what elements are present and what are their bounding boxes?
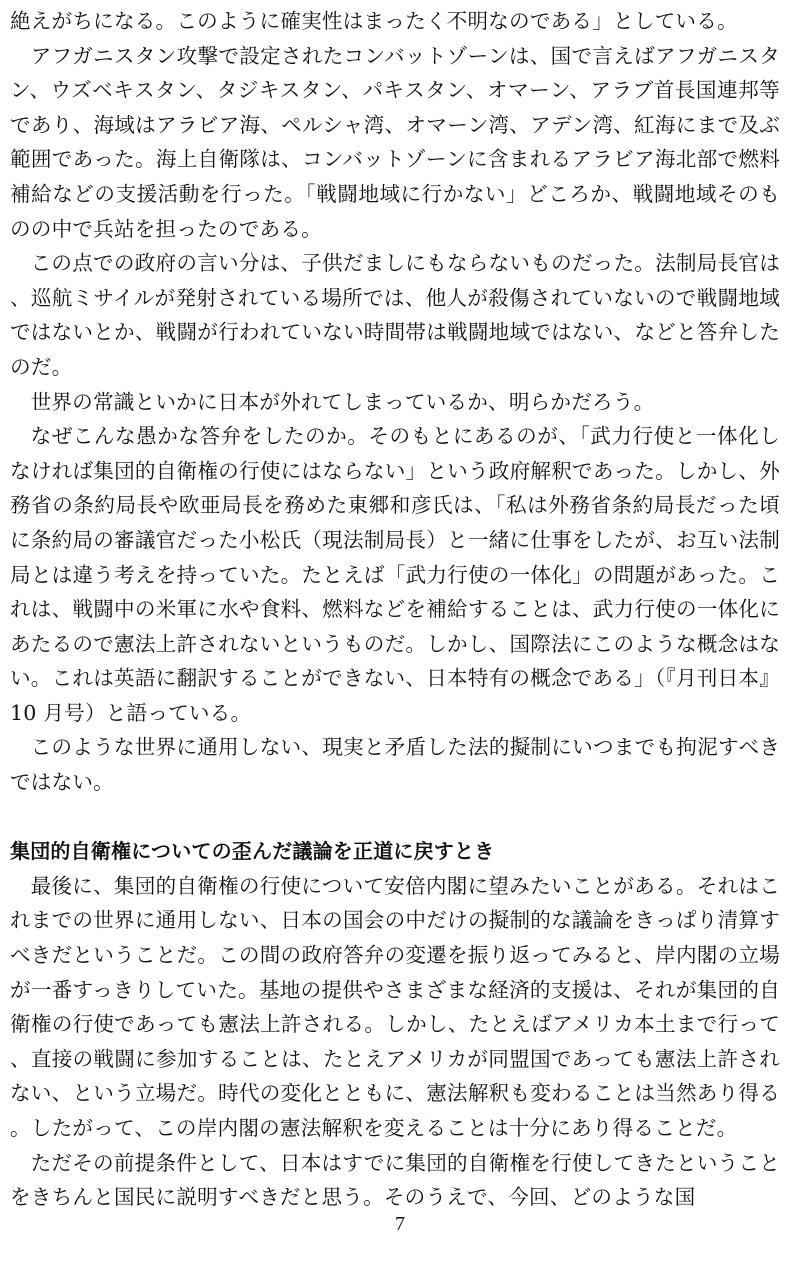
section-heading: 集団的自衛権についての歪んだ議論を正道に戻すとき [10,839,495,864]
paragraph: 絶えがちになる。このように確実性はまったく不明なのである」としている。 [10,9,738,33]
paragraph: 最後に、集団的自衛権の行使について安倍内閣に望みたいことがある。それはこれまでの世界に通用しない、日本の国会の中だけの擬制的な議論をきっぱり清算すべきだということだ。この間の政府答弁の変遷を振り返ってみると、岸内閣の立場が一番すっきりしていた。基地の提供やさまざまな経済的支援は、それが集団的自衛権の行使であっても憲法上許される。しかし、たとえばアメリカ本土まで行って、直接の戦闘に参加することは、たとえアメリカが同盟国であっても憲法上許されない、という立場だ。時代の変化とともに、憲法解釈も変わることは当然あり得る。したがって、この岸内閣の憲法解釈を変えることは十分にあり得ることだ。 [10,873,780,1140]
paragraph: アフガニスタン攻撃で設定されたコンバットゾーンは、国で言えばアフガニスタン、ウズベキスタン、タジキスタン、パキスタン、オマーン、アラブ首長国連邦等であり、海域はアラビア海、ペルシャ湾、オマーン湾、アデン湾、紅海にまで及ぶ範囲であった。海上自衛隊は、コンバットゾーンに含まれるアラビア海北部で燃料補給などの支援活動を行った。「戦闘地域に行かない」どころか、戦闘地域そのものの中で兵站を担ったのである。 [10,43,780,241]
page-number: 7 [395,1213,405,1235]
paragraph: なぜこんな愚かな答弁をしたのか。そのもとにあるのが、「武力行使と一体化しなければ集団的自衛権の行使にはならない」という政府解釈であった。しかし、外務省の条約局長や欧亜局長を務めた東郷和彦氏は、「私は外務省条約局長だった頃に条約局の審議官だった小松氏（現法制局長）と一緒に仕事をしたが、お互い法制局とは違う考えを持っていた。たとえば「武力行使の一体化」の問題があった。これは、戦闘中の米軍に水や食料、燃料などを補給することは、武力行使の一体化にあたるので憲法上許されないというものだ。しかし、国際法にこのような概念はない。これは英語に翻訳することができない、日本特有の概念である」（『月刊日本』10 月号）と語っている。 [10,424,780,725]
paragraph: ただその前提条件として、日本はすでに集団的自衛権を行使してきたということをきちんと国民に説明すべきだと思う。そのうえで、今回、どのような国 [10,1150,780,1210]
paragraph: 世界の常識といかに日本が外れてしまっているか、明らかだろう。 [30,389,655,414]
paragraph: この点での政府の言い分は、子供だましにもならないものだった。法制局長官は、巡航ミサイルが発射されている場所では、他人が殺傷されていないので戦闘地域ではないとか、戦闘が行われていない時間帯は戦闘地域ではない、などと答弁したのだ。 [10,251,780,379]
paragraph: このような世界に通用しない、現実と矛盾した法的擬制にいつまでも拘泥すべきではない。 [10,735,780,795]
paragraph-spacer [10,800,780,835]
page-body [10,4,780,1215]
